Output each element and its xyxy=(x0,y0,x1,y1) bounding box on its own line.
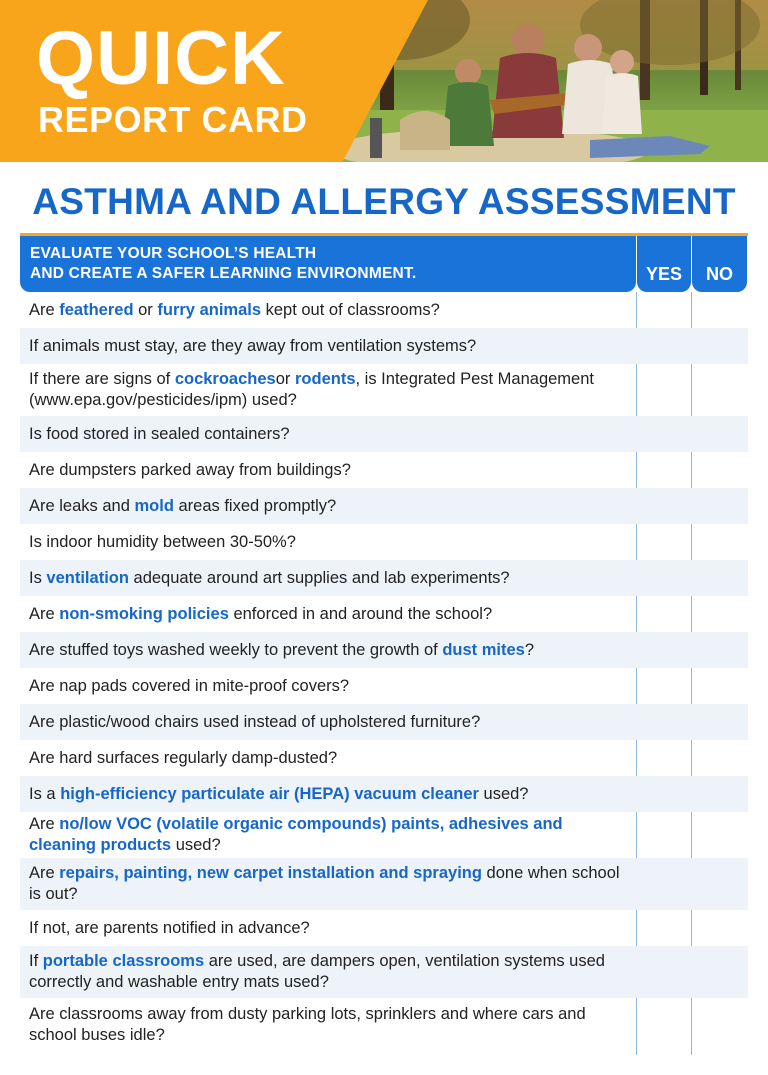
yes-checkbox-cell[interactable] xyxy=(637,596,691,632)
question-text xyxy=(29,784,629,805)
checklist-row xyxy=(20,364,748,416)
yes-checkbox-cell[interactable] xyxy=(637,452,691,488)
checklist-row xyxy=(20,292,748,328)
question-segment: Are plastic/wood chairs used instead of upholstered furniture? xyxy=(29,712,481,731)
question-segment: done when school is out? xyxy=(29,864,620,903)
yes-checkbox-cell[interactable] xyxy=(637,524,691,560)
no-checkbox-cell[interactable] xyxy=(692,858,747,910)
title-quick: QUICK xyxy=(36,16,286,101)
no-checkbox-cell[interactable] xyxy=(692,668,747,704)
no-checkbox-cell[interactable] xyxy=(692,812,747,858)
no-checkbox-cell[interactable] xyxy=(692,560,747,596)
yes-checkbox-cell[interactable] xyxy=(637,560,691,596)
question-segment: Are nap pads covered in mite-proof covers? xyxy=(29,676,350,695)
checklist-row xyxy=(20,740,748,776)
highlighted-term: furry animals xyxy=(157,300,262,319)
highlighted-term: mold xyxy=(134,496,174,515)
question-text xyxy=(29,424,629,445)
no-checkbox-cell[interactable] xyxy=(692,596,747,632)
no-checkbox-cell[interactable] xyxy=(692,328,747,364)
question-text xyxy=(29,814,629,856)
checklist-row xyxy=(20,596,748,632)
checklist-row xyxy=(20,488,748,524)
yes-checkbox-cell[interactable] xyxy=(637,632,691,668)
highlighted-term: non-smoking policies xyxy=(59,604,229,623)
yes-checkbox-cell[interactable] xyxy=(637,668,691,704)
header-line-2: AND CREATE A SAFER LEARNING ENVIRONMENT. xyxy=(30,265,417,282)
no-checkbox-cell[interactable] xyxy=(692,292,747,328)
question-segment: or xyxy=(133,300,158,319)
question-segment: ? xyxy=(524,640,535,659)
question-text xyxy=(29,951,629,993)
checklist-row xyxy=(20,998,748,1052)
title-report-card: REPORT CARD xyxy=(38,99,308,140)
checklist-row xyxy=(20,668,748,704)
question-segment: or xyxy=(275,370,295,388)
checklist-row xyxy=(20,704,748,740)
highlighted-term: high-efficiency particulate air (HEPA) vacuum cleaner xyxy=(60,784,479,803)
question-segment: Are xyxy=(29,300,60,319)
question-segment: used? xyxy=(171,836,221,854)
question-segment: Is a xyxy=(29,784,61,803)
checklist-row xyxy=(20,328,748,364)
question-segment: adequate around art supplies and lab experiments? xyxy=(128,568,510,587)
yes-checkbox-cell[interactable] xyxy=(637,910,691,946)
checklist-row xyxy=(20,560,748,596)
question-segment: are used, are dampers open, ventilation systems used correctly and washable entry mats used? xyxy=(29,952,605,991)
question-text xyxy=(29,496,629,517)
highlighted-term: dust mites xyxy=(442,640,525,659)
checklist-row xyxy=(20,632,748,668)
question-segment: Are xyxy=(29,864,60,882)
checklist-row xyxy=(20,858,748,910)
highlighted-term: repairs, painting, new carpet installation and spraying xyxy=(59,864,482,882)
question-text xyxy=(29,863,629,905)
checklist-row xyxy=(20,416,748,452)
question-text xyxy=(29,369,629,411)
checklist-rows xyxy=(20,292,748,1052)
no-checkbox-cell[interactable] xyxy=(692,998,747,1052)
yes-checkbox-cell[interactable] xyxy=(637,416,691,452)
question-segment: Are hard surfaces regularly damp-dusted? xyxy=(29,748,338,767)
question-segment: kept out of classrooms? xyxy=(261,300,440,319)
question-segment: Is food stored in sealed containers? xyxy=(29,424,290,443)
highlighted-term: cockroaches xyxy=(174,370,276,388)
checklist-row xyxy=(20,452,748,488)
yes-checkbox-cell[interactable] xyxy=(637,292,691,328)
yes-checkbox-cell[interactable] xyxy=(637,740,691,776)
highlighted-term: no/low VOC (volatile organic compounds) paints, adhesives and cleaning products xyxy=(29,815,563,854)
question-segment: If not, are parents notified in advance? xyxy=(29,918,310,937)
question-segment: If there are signs of xyxy=(29,370,175,388)
yes-checkbox-cell[interactable] xyxy=(637,704,691,740)
question-text xyxy=(29,640,629,661)
question-text xyxy=(29,604,629,625)
no-checkbox-cell[interactable] xyxy=(692,776,747,812)
column-header-yes: YES xyxy=(637,236,691,292)
question-text xyxy=(29,568,629,589)
question-segment: Are dumpsters parked away from buildings? xyxy=(29,460,351,479)
question-text xyxy=(29,532,629,553)
question-text xyxy=(29,748,629,769)
no-checkbox-cell[interactable] xyxy=(692,452,747,488)
question-segment: Is xyxy=(29,568,47,587)
yes-checkbox-cell[interactable] xyxy=(637,364,691,416)
header-banner xyxy=(0,0,768,162)
no-checkbox-cell[interactable] xyxy=(692,740,747,776)
column-header-no: NO xyxy=(692,236,747,292)
no-checkbox-cell[interactable] xyxy=(692,632,747,668)
highlighted-term: portable classrooms xyxy=(42,952,205,970)
question-segment: Are leaks and xyxy=(29,496,135,515)
question-segment: , is Integrated Pest Management (www.epa.gov/pesticides/ipm) used? xyxy=(29,370,594,409)
yes-checkbox-cell[interactable] xyxy=(637,328,691,364)
highlighted-term: feathered xyxy=(59,300,134,319)
yes-checkbox-cell[interactable] xyxy=(637,946,691,998)
question-segment: Are xyxy=(29,604,60,623)
question-segment: Are classrooms away from dusty parking lots, sprinklers and where cars and school buses idle? xyxy=(29,1005,586,1044)
no-checkbox-cell[interactable] xyxy=(692,910,747,946)
question-segment: Is indoor humidity between 30-50%? xyxy=(29,532,296,551)
yes-checkbox-cell[interactable] xyxy=(637,776,691,812)
header-line-1: EVALUATE YOUR SCHOOL’S HEALTH xyxy=(30,245,317,262)
checklist-row xyxy=(20,946,748,998)
no-checkbox-cell[interactable] xyxy=(692,704,747,740)
question-segment: enforced in and around the school? xyxy=(228,604,493,623)
no-checkbox-cell[interactable] xyxy=(692,946,747,998)
no-checkbox-cell[interactable] xyxy=(692,416,747,452)
question-text xyxy=(29,712,629,733)
question-segment: If animals must stay, are they away from ventilation systems? xyxy=(29,336,477,355)
checklist-row xyxy=(20,776,748,812)
checklist-row xyxy=(20,812,748,858)
question-text xyxy=(29,1004,629,1046)
no-checkbox-cell[interactable] xyxy=(692,488,747,524)
question-text xyxy=(29,460,629,481)
question-text xyxy=(29,918,629,939)
highlighted-term: rodents xyxy=(295,370,356,388)
table-header-question xyxy=(20,236,636,292)
yes-checkbox-cell[interactable] xyxy=(637,998,691,1052)
checklist-row xyxy=(20,910,748,946)
question-text xyxy=(29,676,629,697)
yes-checkbox-cell[interactable] xyxy=(637,858,691,910)
question-segment: If xyxy=(29,952,43,970)
question-text xyxy=(29,300,629,321)
highlighted-term: ventilation xyxy=(46,568,129,587)
yes-checkbox-cell[interactable] xyxy=(637,488,691,524)
no-checkbox-cell[interactable] xyxy=(692,364,747,416)
question-segment: areas fixed promptly? xyxy=(173,496,337,515)
assessment-title: ASTHMA AND ALLERGY ASSESSMENT xyxy=(32,181,736,222)
question-segment: Are stuffed toys washed weekly to prevent the growth of xyxy=(29,640,443,659)
question-segment: used? xyxy=(478,784,529,803)
question-segment: Are xyxy=(29,815,60,833)
checklist-row xyxy=(20,524,748,560)
question-text xyxy=(29,336,629,357)
no-checkbox-cell[interactable] xyxy=(692,524,747,560)
yes-checkbox-cell[interactable] xyxy=(637,812,691,858)
